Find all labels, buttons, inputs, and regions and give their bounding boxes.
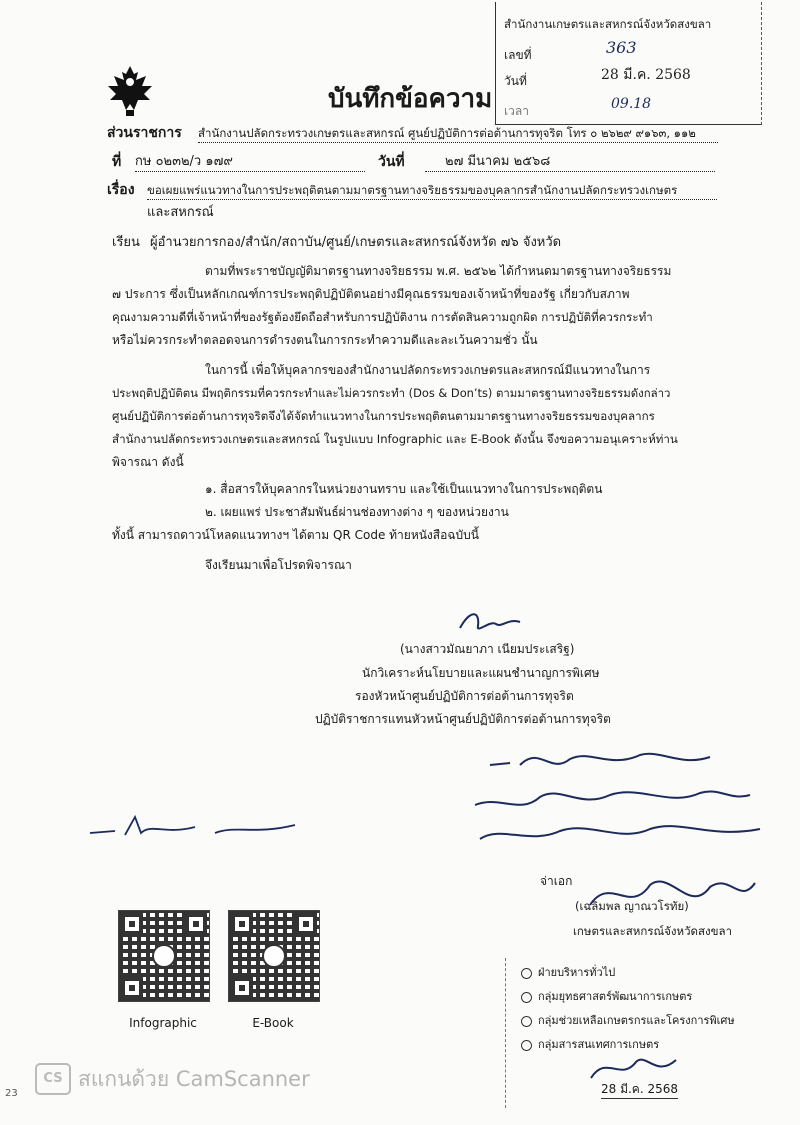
signatory-position-3: ปฏิบัติราชการแทนหัวหน้าศูนย์ปฏิบัติการต่อต้านการทุจริต <box>315 712 611 726</box>
subject-line-1: ขอเผยแพร่แนวทางในการประพฤติตนตามมาตรฐานทางจริยธรรมของบุคลากรสำนักงานปลัดกระทรวงเกษตร <box>147 181 717 200</box>
body-p2-line: ศูนย์ปฏิบัติการต่อต้านการทุจริตจึงได้จัดทำแนวทางในการประพฤติตนตามมาตรฐานทางจริยธรรมของบุคลากร <box>112 409 655 423</box>
endorse-title: เกษตรและสหกรณ์จังหวัดสงขลา <box>573 924 733 938</box>
registration-stamp <box>495 2 762 125</box>
handwritten-notes <box>470 735 770 855</box>
endorse-name: (เฉลิมพล ญาณวโรทัย) <box>575 899 689 913</box>
routing-item: กลุ่มสารสนเทศการเกษตร <box>521 1036 659 1054</box>
routing-signature <box>586 1048 686 1088</box>
qr-code-icon <box>118 910 210 1002</box>
body-p2-line: ในการนี้ เพื่อให้บุคลากรของสำนักงานปลัดกระทรวงเกษตรและสหกรณ์มีแนวทางในการ <box>205 363 651 377</box>
subject-line-2: และสหกรณ์ <box>147 205 214 220</box>
routing-item: กลุ่มยุทธศาสตร์พัฒนาการเกษตร <box>521 988 692 1006</box>
endorse-rank: จ่าเอก <box>540 874 573 888</box>
camscanner-logo-icon: CS <box>35 1063 71 1095</box>
qr-note: ทั้งนี้ สามารถดาวน์โหลดแนวทางฯ ได้ตาม QR Code ท้ายหนังสือฉบับนี้ <box>112 528 479 542</box>
qr-label: Infographic <box>129 1016 197 1030</box>
body-p1-line: ตามที่พระราชบัญญัติมาตรฐานทางจริยธรรม พ.ศ. ๒๕๖๒ ได้กำหนดมาตรฐานทางจริยธรรม <box>205 264 672 278</box>
agency-label: ส่วนราชการ <box>107 125 182 141</box>
qr-ebook[interactable] <box>228 910 318 1032</box>
side-scribble <box>85 805 305 845</box>
body-p2-line: ประพฤติปฏิบัติตน มีพฤติกรรมที่ควรกระทำและไม่ควรกระทำ (Dos & Don’ts) ตามมาตรฐานทางจริยธรรมดังกล่าว <box>112 386 671 400</box>
stamp-date-value: 28 มี.ค. 2568 <box>601 67 691 83</box>
body-p1-line: ๗ ประการ ซึ่งเป็นหลักเกณฑ์การประพฤติปฏิบัติตนอย่างมีคุณธรรมของเจ้าหน้าที่ของรัฐ เกี่ยวกับสภาพ <box>112 287 630 301</box>
check-circle-icon <box>521 968 532 979</box>
to-value: ผู้อำนวยการกอง/สำนัก/สถาบัน/ศูนย์/เกษตรและสหกรณ์จังหวัด ๗๖ จังหวัด <box>150 235 562 250</box>
qr-infographic[interactable] <box>118 910 208 1032</box>
page-title: บันทึกข้อความ <box>328 84 493 114</box>
routing-stamp <box>505 958 776 1108</box>
routing-date: 28 มี.ค. 2568 <box>601 1080 678 1099</box>
signatory-position-1: นักวิเคราะห์นโยบายและแผนชำนาญการพิเศษ <box>362 666 600 680</box>
circle-icon <box>521 992 532 1003</box>
signatory-name: (นางสาวมัณยาภา เนียมประเสริฐ) <box>400 642 575 656</box>
signature-scribble <box>450 600 530 640</box>
routing-item: ฝ่ายบริหารทั่วไป <box>521 964 615 982</box>
ref-label: ที่ <box>112 154 122 170</box>
date-value: ๒๗ มีนาคม ๒๕๖๘ <box>425 153 715 172</box>
stamp-no-value: 363 <box>606 38 637 57</box>
subject-label: เรื่อง <box>107 182 135 198</box>
qr-code-icon <box>228 910 320 1002</box>
corner-mark: 23 <box>5 1088 18 1099</box>
stamp-date-label: วันที่ <box>504 74 527 88</box>
circle-icon <box>521 1016 532 1027</box>
camscanner-watermark: สแกนด้วย CamScanner <box>78 1067 310 1091</box>
body-p2-line: พิจารณา ดังนี้ <box>112 455 184 469</box>
stamp-time-value: 09.18 <box>611 96 652 112</box>
body-p1-line: หรือไม่ควรกระทำตลอดจนการดำรงตนในการกระทำความดีและละเว้นความชั่ว นั้น <box>112 333 538 347</box>
garuda-emblem-icon <box>100 60 160 120</box>
stamp-no-label: เลขที่ <box>504 48 532 62</box>
signatory-position-2: รองหัวหน้าศูนย์ปฏิบัติการต่อต้านการทุจริต <box>355 689 574 703</box>
endorse-signature <box>580 865 760 925</box>
date-label: วันที่ <box>378 154 405 170</box>
closing-line: จึงเรียนมาเพื่อโปรดพิจารณา <box>205 558 352 572</box>
circle-icon <box>521 1040 532 1051</box>
stamp-time-label: เวลา <box>504 104 529 118</box>
stamp-org: สำนักงานเกษตรและสหกรณ์จังหวัดสงขลา <box>504 17 712 31</box>
agency-value: สำนักงานปลัดกระทรวงเกษตรและสหกรณ์ ศูนย์ปฏิบัติการต่อต้านการทุจริต โทร ๐ ๒๖๒๙ ๙๑๖๓, ๑๑๒ <box>198 124 718 143</box>
body-p2-line: สำนักงานปลัดกระทรวงเกษตรและสหกรณ์ ในรูปแบบ Infographic และ E-Book ดังนั้น จึงขอความอนุเคราะห์ท่าน <box>112 432 678 446</box>
to-label: เรียน <box>112 235 140 250</box>
qr-label: E-Book <box>252 1016 294 1030</box>
ref-value: กษ ๐๒๓๒/ว ๑๗๙ <box>135 153 365 172</box>
body-item-1: ๑. สื่อสารให้บุคลากรในหน่วยงานทราบ และใช้เป็นแนวทางในการประพฤติตน <box>205 482 603 496</box>
body-p1-line: คุณงามความดีที่เจ้าหน้าที่ของรัฐต้องยึดถือสำหรับการปฏิบัติงาน การตัดสินความถูกผิด การปฏิบัติที่ควรกระทำ <box>112 310 653 324</box>
body-item-2: ๒. เผยแพร่ ประชาสัมพันธ์ผ่านช่องทางต่าง ๆ ของหน่วยงาน <box>205 505 509 519</box>
routing-item: กลุ่มช่วยเหลือเกษตรกรและโครงการพิเศษ <box>521 1012 735 1030</box>
